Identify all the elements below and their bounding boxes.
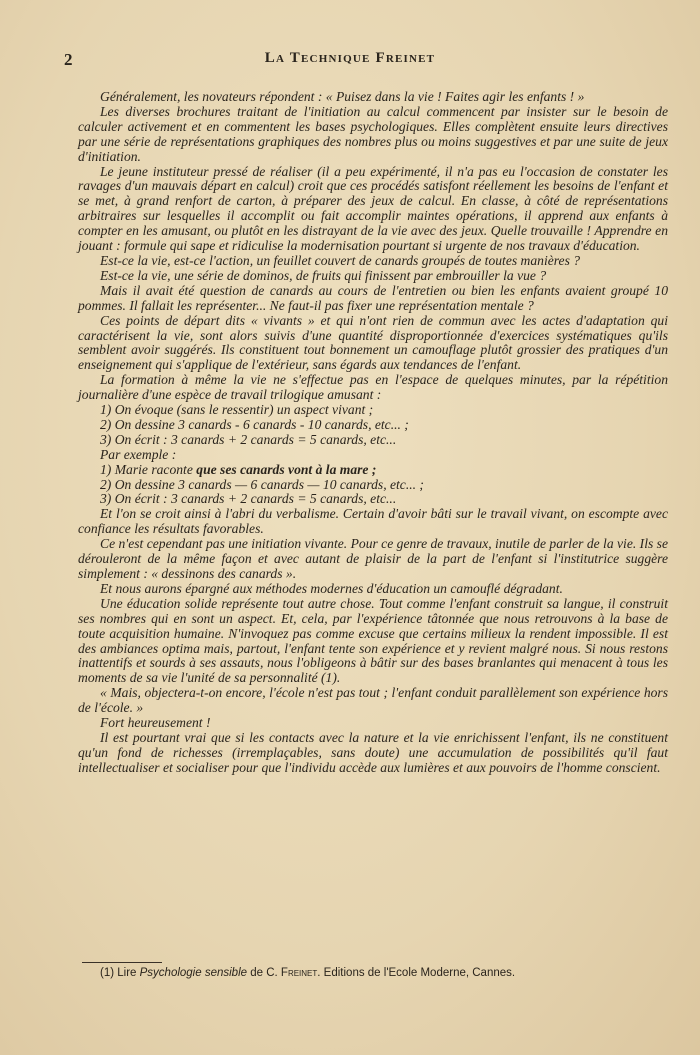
footnote-book-title: Psychologie sensible (139, 967, 248, 979)
paragraph: Est-ce la vie, une série de dominos, de fruits qui finissent par embrouiller la vue ? (100, 267, 547, 283)
paragraph: Et l'on se croit ainsi à l'abri du verbalisme. Certain d'avoir bâti sur le travail vivant, on escompte avec confiance les résultats favorables. (78, 506, 668, 537)
paragraph: Mais il avait été question de canards au cours de l'entretien ou bien les enfants avaient groupé 10 pommes. Il fallait les représenter... Ne faut-il pas fixer une représentation mentale ? (78, 282, 668, 313)
footnote (100, 966, 660, 980)
paragraph: Par exemple : (100, 446, 177, 462)
footnote-author: C. Freinet (266, 967, 318, 979)
footnote-divider (82, 962, 162, 963)
list-item: 2) On dessine 3 canards - 6 canards - 10 canards, etc... ; (100, 416, 409, 432)
list-item (78, 463, 668, 478)
paragraph: Ces points de départ dits « vivants » et qui n'ont rien de commun avec les actes d'adaptation qui caractérisent la vie, sont alors suivis d'une quantité disproportionnée d'exercices systématiques qu'ils semblent avoir suggérés. Ils constituent tout bonnement un camouflage plutôt grossier des pratiques d'un enseignement qui s'applique de l'extérieur, sans égards aux tendances de l'enfant. (78, 312, 668, 373)
paragraph: Est-ce la vie, est-ce l'action, un feuillet couvert de canards groupés de toutes manières ? (100, 252, 581, 268)
paragraph: Généralement, les novateurs répondent : « Puisez dans la vie ! Faites agir les enfants ! » (100, 89, 585, 104)
body-text (78, 90, 668, 776)
paragraph: La formation à même la vie ne s'effectue pas en l'espace de quelques minutes, par la répétition journalière d'une espèce de travail trilogique amusant : (78, 372, 668, 403)
paragraph: Ce n'est cependant pas une initiation vivante. Pour ce genre de travaux, inutile de parler de la vie. Ils se dérouleront de la même façon et avec autant de plaisir de la part de l'enfant si l'institutrice suggère simplement : « dessinons des canards ». (78, 536, 668, 581)
list-item: 1) On évoque (sans le ressentir) un aspect vivant ; (100, 402, 374, 418)
list-item: 2) On dessine 3 canards — 6 canards — 10 canards, etc... ; (100, 476, 424, 492)
list-item-text: 1) Marie raconte (100, 461, 197, 477)
paragraph: Il est pourtant vrai que si les contacts avec la nature et la vie enrichissent l'enfant, ils ne constituent qu'un fond de richesses (irremplaçables, sans doute) une accumulation de possibilités qu'il faut intellectualiser et socialiser pour que l'individu accède aux lumières et aux pouvoirs de l'homme conscient. (78, 729, 668, 775)
paragraph: Fort heureusement ! (100, 715, 211, 731)
paragraph: Et nous aurons épargné aux méthodes modernes d'éducation un camouflé dégradant. (100, 580, 563, 596)
footnote-text: de (247, 967, 267, 979)
list-item: 3) On écrit : 3 canards + 2 canards = 5 canards, etc... (100, 431, 397, 447)
paragraph: Le jeune instituteur pressé de réaliser (il a peu expérimenté, il n'a pas eu l'occasion de constater les ravages d'un mauvais départ en calcul) croit que ces procédés satisfont réellement les besoins de l'enfant et se met, à grand renfort de carton, à préparer des jeux de calcul. En classe, à côté de représentations arbitraires sur lesquelles il accomplit ou fait accomplir maintes opérations, il apprend aux enfants à compter en les amusant, ou plutôt en les distrayant de la vie avec des jeux. Quelle trouvaille ! Apprendre en jouant : formule qui sape et ridiculise la modernisation pourtant si urgente de nos travaux d'éducation. (78, 163, 668, 254)
page-header (0, 50, 700, 72)
paragraph: Les diverses brochures traitant de l'initiation au calcul commencent par insister sur le besoin de calculer activement et en commentent les bases psychologiques. Elles complètent ensuite leurs directives par une série de représentations graphiques des nombres plus ou moins suggestives et par une suite de jeux d'initiation. (78, 103, 668, 164)
running-title: La Technique Freinet (264, 50, 436, 66)
paragraph: « Mais, objectera-t-on encore, l'école n'est pas tout ; l'enfant conduit parallèlement son expérience hors de l'école. » (78, 685, 668, 716)
list-item: 3) On écrit : 3 canards + 2 canards = 5 canards, etc... (100, 491, 397, 507)
paragraph: Une éducation solide représente tout autre chose. Tout comme l'enfant construit sa langue, il construit ses nombres qui en sont un aspect. Et, cela, par l'expérience tâtonnée que nous retrouvons à la base de toute acquisition humaine. N'invoquez pas comme excuse que certains milieux la rendent impossible. Il est des ambiances optima mais, partout, l'enfant tente son expérience et y revient malgré nous. Si nous restons inattentifs et sourds à ses assauts, nous l'obligeons à bâtir sur des bases branlantes qui menacent à tous les moments de sa vie l'unité de sa personnalité (1). (78, 595, 668, 686)
list-item-emphasis: que ses canards vont à la mare ; (196, 461, 377, 477)
page-number: 2 (64, 50, 73, 69)
footnote-publisher: . Editions de l'Ecole Moderne, Cannes. (317, 967, 516, 979)
footnote-marker: (1) Lire (100, 967, 140, 979)
